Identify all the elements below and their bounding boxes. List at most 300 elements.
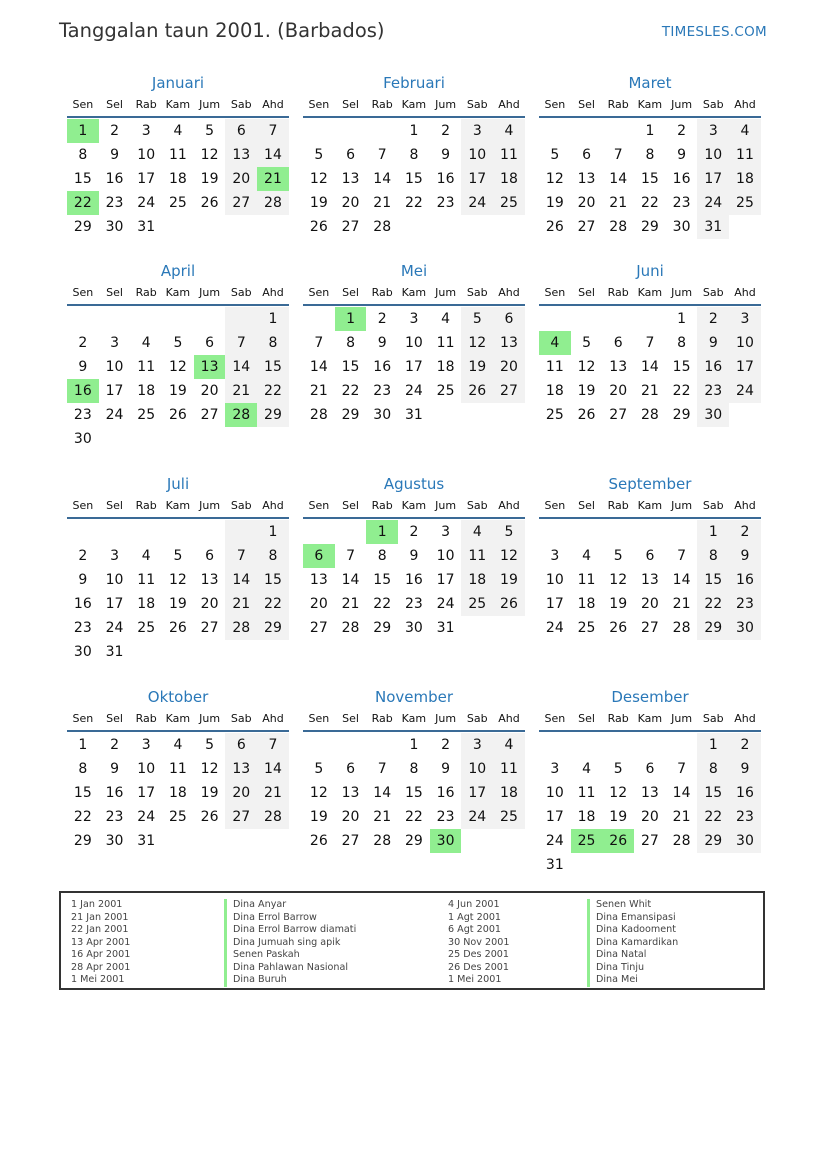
empty-cell: [225, 215, 257, 239]
empty-cell: [67, 307, 99, 331]
day-cell: 30: [105, 219, 124, 235]
day-cell: 5: [493, 520, 525, 544]
day-cell: 25: [545, 407, 564, 423]
empty-cell: [194, 215, 226, 239]
day-cell: 27: [309, 620, 328, 636]
day-cell: 14: [225, 568, 257, 592]
weekday-label: Kam: [401, 499, 427, 512]
empty-cell: [461, 215, 493, 239]
day-cell: 15: [73, 785, 92, 801]
weekday-label: Rab: [607, 712, 629, 725]
day-cell: 15: [257, 355, 289, 379]
legend-holiday-name: Dina Natal: [587, 949, 678, 962]
weekday-label: Jum: [199, 98, 221, 111]
day-cell: 20: [341, 195, 360, 211]
weekday-header: [303, 284, 525, 306]
empty-cell: [257, 640, 289, 664]
day-cell: 13: [200, 572, 219, 588]
month-name: Juni: [636, 262, 664, 280]
legend-holiday-name: Dina Jumuah sing apik: [224, 937, 356, 950]
day-cell: 31: [545, 857, 564, 873]
day-cell: 19: [309, 809, 328, 825]
empty-cell: [194, 829, 226, 853]
legend-date: 1 Mei 2001: [71, 974, 125, 985]
day-cell: 5: [205, 737, 215, 753]
day-cell: 31: [137, 833, 156, 849]
month-0: [67, 72, 289, 239]
month-name: Agustus: [383, 475, 445, 493]
day-cell: 9: [729, 757, 761, 781]
day-cell: 12: [309, 785, 328, 801]
month-11: [539, 686, 761, 877]
day-cell: 9: [441, 147, 451, 163]
day-cell: 30: [672, 219, 691, 235]
legend-dates-right: [448, 899, 509, 987]
day-cell: 21: [672, 596, 691, 612]
day-cell: 31: [697, 215, 729, 239]
day-cell: 8: [645, 147, 655, 163]
day-cell: 17: [137, 785, 156, 801]
day-cell: 27: [493, 379, 525, 403]
legend-date: 1 Agt 2001: [448, 911, 502, 923]
weekday-label: Kam: [637, 499, 663, 512]
month-name: April: [160, 262, 196, 280]
weekday-label: Sel: [342, 712, 359, 725]
weekday-label: Jum: [435, 499, 457, 512]
empty-cell: [99, 427, 131, 451]
day-cell: 2: [441, 737, 451, 753]
legend-date: 4 Jun 2001: [448, 899, 500, 910]
empty-cell: [602, 119, 634, 143]
day-cell: 15: [341, 359, 360, 375]
empty-cell: [194, 427, 226, 451]
day-cell: 12: [168, 359, 187, 375]
weekday-label: Kam: [165, 712, 191, 725]
day-cell: 30: [105, 833, 124, 849]
day-cell: 17: [461, 167, 493, 191]
weekday-label: Sab: [702, 499, 724, 512]
day-cell: 8: [78, 761, 88, 777]
day-cell: 11: [436, 335, 455, 351]
day-cell: 5: [314, 761, 324, 777]
empty-cell: [130, 520, 162, 544]
day-cell: 10: [729, 331, 761, 355]
empty-cell: [162, 215, 194, 239]
day-cell: 12: [200, 147, 219, 163]
month-name: Juli: [166, 475, 190, 493]
empty-cell: [99, 307, 131, 331]
weekday-label: Sen: [72, 286, 94, 299]
day-cell: 5: [582, 335, 591, 351]
day-cell: 16: [729, 568, 761, 592]
empty-cell: [430, 215, 462, 239]
day-cell: 28: [609, 219, 628, 235]
day-cell: 4: [582, 761, 591, 777]
day-cell: 20: [640, 596, 659, 612]
day-cell: 14: [309, 359, 328, 375]
day-cell: 12: [609, 785, 628, 801]
day-cell: 12: [200, 761, 219, 777]
empty-cell: [571, 307, 603, 331]
day-cell: 23: [73, 407, 92, 423]
day-cell: 18: [729, 167, 761, 191]
day-cell: 19: [200, 171, 219, 187]
legend-date: 28 Apr 2001: [71, 961, 131, 973]
legend-date: 26 Des 2001: [448, 961, 510, 973]
day-cell: 19: [609, 596, 628, 612]
day-cell: 17: [404, 359, 423, 375]
day-cell: 1: [677, 311, 687, 327]
empty-cell: [602, 853, 634, 877]
day-cell: 17: [697, 167, 729, 191]
day-cell: 1: [78, 737, 88, 753]
day-cell: 24: [461, 805, 493, 829]
day-cell: 6: [645, 548, 655, 564]
legend-date: 16 Apr 2001: [71, 949, 131, 960]
weekday-label: Ahd: [734, 98, 756, 111]
day-cell: 27: [609, 407, 628, 423]
day-cell: 10: [436, 548, 455, 564]
empty-cell: [194, 307, 226, 331]
day-cell: 7: [377, 761, 387, 777]
day-cell: 1: [257, 307, 289, 331]
day-cell: 20: [640, 809, 659, 825]
day-cell: 4: [582, 548, 591, 564]
weekday-label: Ahd: [262, 286, 284, 299]
day-cell: 16: [436, 785, 455, 801]
day-cell: 28: [309, 407, 328, 423]
day-cell: 3: [550, 761, 560, 777]
day-grid: [303, 118, 525, 239]
empty-cell: [225, 640, 257, 664]
empty-cell: [602, 307, 634, 331]
day-cell: 19: [461, 355, 493, 379]
day-cell: 5: [550, 147, 560, 163]
day-cell: 22: [257, 379, 289, 403]
day-cell: 10: [461, 143, 493, 167]
day-grid: [539, 306, 761, 427]
empty-cell: [225, 520, 257, 544]
day-cell: 25: [577, 620, 596, 636]
day-grid: [303, 519, 525, 640]
weekday-label: Jum: [435, 286, 457, 299]
day-cell: 11: [168, 147, 187, 163]
legend-dates-left: [71, 899, 130, 987]
day-cell: 24: [545, 833, 564, 849]
day-cell: 27: [225, 805, 257, 829]
day-cell: 22: [341, 383, 360, 399]
day-cell: 7: [257, 733, 289, 757]
weekday-header: [67, 710, 289, 732]
empty-cell: [493, 829, 525, 853]
day-cell: 4: [173, 123, 183, 139]
day-cell: 17: [137, 171, 156, 187]
day-cell: 14: [257, 757, 289, 781]
month-10: [303, 686, 525, 853]
weekday-label: Rab: [135, 98, 157, 111]
weekday-label: Kam: [165, 286, 191, 299]
day-cell: 9: [409, 548, 419, 564]
legend-holiday-name: Dina Emansipasi: [587, 912, 678, 925]
empty-cell: [162, 520, 194, 544]
day-cell: 22: [672, 383, 691, 399]
day-cell: 29: [73, 219, 92, 235]
day-cell: 22: [640, 195, 659, 211]
day-cell: 26: [168, 620, 187, 636]
day-cell: 23: [105, 195, 124, 211]
day-cell: 21: [672, 809, 691, 825]
empty-cell: [335, 520, 367, 544]
day-cell: 19: [609, 809, 628, 825]
empty-cell: [398, 215, 430, 239]
legend-date: 30 Nov 2001: [448, 936, 510, 948]
day-cell: 1: [697, 733, 729, 757]
day-cell: 26: [309, 833, 328, 849]
day-cell: 13: [341, 171, 360, 187]
weekday-label: Jum: [435, 712, 457, 725]
day-cell: 10: [137, 761, 156, 777]
month-5: [539, 260, 761, 427]
day-cell: 12: [609, 572, 628, 588]
day-cell: 10: [105, 359, 124, 375]
day-cell: 20: [577, 195, 596, 211]
day-cell: 24: [137, 195, 156, 211]
day-cell: 2: [697, 307, 729, 331]
day-cell: 21: [373, 809, 392, 825]
empty-cell: [539, 119, 571, 143]
empty-cell: [697, 853, 729, 877]
day-cell: 25: [168, 195, 187, 211]
day-cell: 23: [729, 805, 761, 829]
day-cell: 6: [225, 119, 257, 143]
day-cell: 18: [436, 359, 455, 375]
day-cell: 10: [137, 147, 156, 163]
day-cell: 12: [493, 544, 525, 568]
day-cell: 6: [205, 548, 215, 564]
day-cell: 3: [729, 307, 761, 331]
weekday-label: Rab: [135, 499, 157, 512]
legend-date: 1 Jan 2001: [71, 899, 123, 910]
day-cell: 4: [173, 737, 183, 753]
day-cell: 30: [404, 620, 423, 636]
day-cell: 24: [697, 191, 729, 215]
day-cell: 14: [609, 171, 628, 187]
day-cell: 8: [409, 761, 419, 777]
day-cell: 16: [672, 171, 691, 187]
day-cell: 2: [677, 123, 687, 139]
holiday-day-cell: 25: [571, 829, 603, 853]
day-cell: 2: [409, 524, 419, 540]
day-cell: 27: [200, 620, 219, 636]
weekday-label: Ahd: [734, 499, 756, 512]
day-cell: 11: [729, 143, 761, 167]
day-cell: 14: [341, 572, 360, 588]
day-cell: 10: [697, 143, 729, 167]
day-cell: 5: [613, 761, 623, 777]
empty-cell: [634, 520, 666, 544]
site-logo-link[interactable]: TIMESLES.COM: [661, 24, 767, 40]
day-cell: 13: [640, 785, 659, 801]
weekday-label: Ahd: [734, 712, 756, 725]
day-cell: 23: [729, 592, 761, 616]
empty-cell: [257, 427, 289, 451]
day-cell: 27: [341, 219, 360, 235]
legend-date: 13 Apr 2001: [71, 936, 131, 948]
weekday-label: Sen: [308, 499, 330, 512]
day-cell: 22: [404, 195, 423, 211]
day-cell: 18: [577, 809, 596, 825]
day-cell: 14: [257, 143, 289, 167]
weekday-label: Jum: [199, 712, 221, 725]
day-grid: [67, 306, 289, 451]
day-cell: 21: [640, 383, 659, 399]
day-cell: 8: [697, 544, 729, 568]
day-cell: 4: [141, 548, 151, 564]
empty-cell: [130, 427, 162, 451]
empty-cell: [539, 520, 571, 544]
day-cell: 18: [168, 171, 187, 187]
day-cell: 12: [168, 572, 187, 588]
weekday-label: Sen: [544, 712, 566, 725]
empty-cell: [130, 640, 162, 664]
empty-cell: [571, 119, 603, 143]
day-cell: 21: [609, 195, 628, 211]
day-cell: 3: [110, 548, 119, 564]
day-cell: 5: [173, 548, 183, 564]
day-cell: 8: [409, 147, 419, 163]
weekday-label: Sel: [106, 712, 123, 725]
empty-cell: [194, 520, 226, 544]
day-cell: 8: [257, 544, 289, 568]
weekday-label: Kam: [401, 98, 427, 111]
day-cell: 2: [110, 123, 119, 139]
day-cell: 28: [373, 833, 392, 849]
day-cell: 20: [200, 596, 219, 612]
day-cell: 11: [577, 572, 596, 588]
weekday-label: Sen: [308, 98, 330, 111]
empty-cell: [225, 307, 257, 331]
day-cell: 18: [137, 596, 156, 612]
weekday-label: Ahd: [262, 712, 284, 725]
legend-names-right: [587, 899, 678, 987]
empty-cell: [634, 853, 666, 877]
month-name: Februari: [383, 74, 445, 92]
empty-cell: [634, 307, 666, 331]
empty-cell: [130, 307, 162, 331]
day-cell: 4: [461, 520, 493, 544]
day-cell: 17: [436, 572, 455, 588]
day-cell: 16: [105, 171, 124, 187]
day-cell: 3: [461, 119, 493, 143]
day-cell: 28: [341, 620, 360, 636]
empty-cell: [303, 119, 335, 143]
empty-cell: [366, 733, 398, 757]
day-cell: 7: [677, 548, 687, 564]
day-cell: 15: [640, 171, 659, 187]
day-cell: 17: [461, 781, 493, 805]
empty-cell: [571, 853, 603, 877]
day-cell: 26: [493, 592, 525, 616]
month-name: Mei: [400, 262, 428, 280]
day-cell: 19: [545, 195, 564, 211]
empty-cell: [571, 733, 603, 757]
day-grid: [303, 306, 525, 427]
day-cell: 9: [697, 331, 729, 355]
month-name: Desember: [611, 688, 689, 706]
day-cell: 22: [73, 809, 92, 825]
holiday-day-cell: 22: [67, 191, 99, 215]
day-cell: 13: [341, 785, 360, 801]
weekday-label: Sel: [578, 499, 595, 512]
weekday-label: Sab: [702, 98, 724, 111]
legend-names-left: [224, 899, 356, 987]
day-cell: 14: [640, 359, 659, 375]
day-cell: 30: [373, 407, 392, 423]
day-cell: 11: [168, 761, 187, 777]
day-cell: 8: [677, 335, 687, 351]
day-cell: 14: [672, 785, 691, 801]
day-cell: 4: [493, 119, 525, 143]
weekday-label: Kam: [165, 499, 191, 512]
day-cell: 13: [493, 331, 525, 355]
weekday-label: Rab: [135, 286, 157, 299]
day-cell: 18: [461, 568, 493, 592]
day-cell: 23: [436, 809, 455, 825]
day-grid: [539, 118, 761, 239]
day-cell: 16: [73, 596, 92, 612]
empty-cell: [67, 520, 99, 544]
legend-holiday-name: Dina Errol Barrow diamati: [224, 924, 356, 937]
day-cell: 8: [697, 757, 729, 781]
day-cell: 22: [257, 592, 289, 616]
day-cell: 13: [577, 171, 596, 187]
month-4: [303, 260, 525, 427]
day-cell: 10: [404, 335, 423, 351]
weekday-label: Kam: [165, 98, 191, 111]
holiday-day-cell: 6: [303, 544, 335, 568]
day-cell: 19: [168, 596, 187, 612]
empty-cell: [335, 119, 367, 143]
day-cell: 6: [346, 761, 355, 777]
empty-cell: [666, 733, 698, 757]
weekday-label: Sab: [466, 499, 488, 512]
day-cell: 22: [697, 805, 729, 829]
day-cell: 14: [225, 355, 257, 379]
day-grid: [67, 732, 289, 853]
day-cell: 9: [110, 147, 119, 163]
day-cell: 24: [137, 809, 156, 825]
day-cell: 16: [697, 355, 729, 379]
month-name: Maret: [628, 74, 672, 92]
day-cell: 30: [73, 644, 92, 660]
weekday-label: Jum: [435, 98, 457, 111]
weekday-label: Sab: [702, 712, 724, 725]
weekday-label: Ahd: [498, 98, 520, 111]
day-cell: 7: [677, 761, 687, 777]
day-cell: 15: [404, 171, 423, 187]
empty-cell: [666, 520, 698, 544]
weekday-label: Rab: [371, 499, 393, 512]
day-cell: 28: [225, 616, 257, 640]
day-cell: 26: [577, 407, 596, 423]
day-cell: 23: [105, 809, 124, 825]
holiday-day-cell: 1: [366, 520, 398, 544]
day-cell: 21: [341, 596, 360, 612]
day-grid: [539, 732, 761, 877]
day-cell: 1: [697, 520, 729, 544]
empty-cell: [335, 733, 367, 757]
legend-holiday-name: Dina Mei: [587, 974, 678, 987]
